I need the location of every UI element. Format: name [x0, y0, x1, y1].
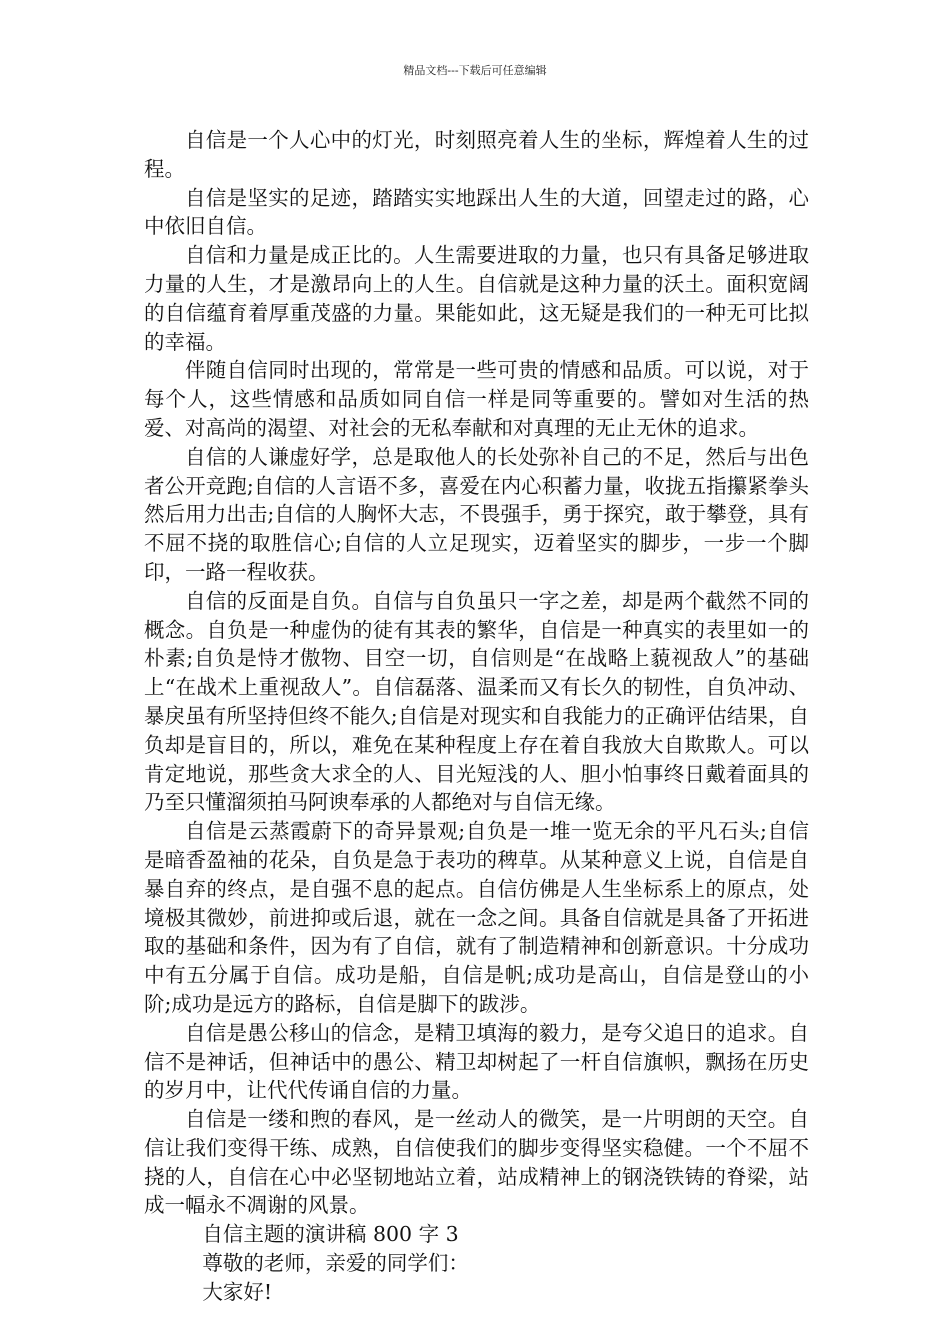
greeting-line: 大家好!	[202, 1279, 273, 1304]
paragraph: 自信和力量是成正比的。人生需要进取的力量，也只有具备足够进取力量的人生，才是激昂向上的人生。自信就是这种力量的沃土。面积宽阔的自信蕴育着厚重茂盛的力量。果能如此，这无疑是我们的一种无可比拟的幸福。	[144, 243, 809, 354]
speech-title-line: 自信主题的演讲稿 800 字 3	[202, 1222, 459, 1247]
paragraph: 伴随自信同时出现的，常常是一些可贵的情感和品质。可以说，对于每个人，这些情感和品质如同自信一样是同等重要的。譬如对生活的热爱、对高尚的渴望、对社会的无私奉献和对真理的无止无休的追求。	[144, 358, 809, 440]
paragraph: 自信是一个人心中的灯光，时刻照亮着人生的坐标，辉煌着人生的过程。	[144, 128, 809, 181]
salutation-line: 尊敬的老师，亲爱的同学们：	[202, 1251, 469, 1276]
document-body	[144, 126, 809, 1307]
paragraph: 自信是云蒸霞蔚下的奇异景观;自负是一堆一览无余的平凡石头;自信是暗香盈袖的花朵，自负是急于表功的稗草。从某种意义上说，自信是自暴自弃的终点，是自强不息的起点。自信仿佛是人生坐标系上的原点，处境极其微妙，前进抑或后退，就在一念之间。具备自信就是具备了开拓进取的基础和条件，因为有了自信，就有了制造精神和创新意识。十分成功中有五分属于自信。成功是船，自信是帆;成功是高山，自信是登山的小阶;成功是远方的路标，自信是脚下的跋涉。	[144, 819, 809, 1016]
paragraph: 自信的人谦虚好学，总是取他人的长处弥补自己的不足，然后与出色者公开竞跑;自信的人言语不多，喜爱在内心积蓄力量，收拢五指攥紧拳头然后用力出击;自信的人胸怀大志，不畏强手，勇于探究，敢于攀登，具有不屈不挠的取胜信心;自信的人立足现实，迈着坚实的脚步，一步一个脚印，一路一程收获。	[144, 444, 809, 584]
paragraph: 自信是坚实的足迹，踏踏实实地踩出人生的大道，回望走过的路，心中依旧自信。	[144, 185, 809, 239]
paragraph: 自信的反面是自负。自信与自负虽只一字之差，却是两个截然不同的概念。自负是一种虚伪的徒有其表的繁华，自信是一种真实的表里如一的朴素;自负是恃才傲物、目空一切，自信则是“在战略上藐视敌人”的基础上“在战术上重视敌人”。自信磊落、温柔而又有长久的韧性，自负冲动、暴戾虽有所坚持但终不能久;自信是对现实和自我能力的正确评估结果，自负却是盲目的，所以，难免在某种程度上存在着自我放大自欺欺人。可以肯定地说，那些贪大求全的人、目光短浅的人、胆小怕事终日戴着面具的乃至只懂溜须拍马阿谀奉承的人都绝对与自信无缘。	[144, 588, 809, 815]
page-header: 精品文档---下载后可任意编辑	[403, 64, 547, 77]
paragraph: 自信是愚公移山的信念，是精卫填海的毅力，是夸父追日的追求。自信不是神话，但神话中的愚公、精卫却树起了一杆自信旗帜，飘扬在历史的岁月中，让代代传诵自信的力量。	[144, 1020, 809, 1103]
paragraph: 自信是一缕和煦的春风，是一丝动人的微笑，是一片明朗的天空。自信让我们变得干练、成熟，自信使我们的脚步变得坚实稳健。一个不屈不挠的人，自信在心中必坚韧地站立着，站成精神上的钢浇铁铸的脊梁，站成一幅永不凋谢的风景。	[144, 1107, 809, 1218]
